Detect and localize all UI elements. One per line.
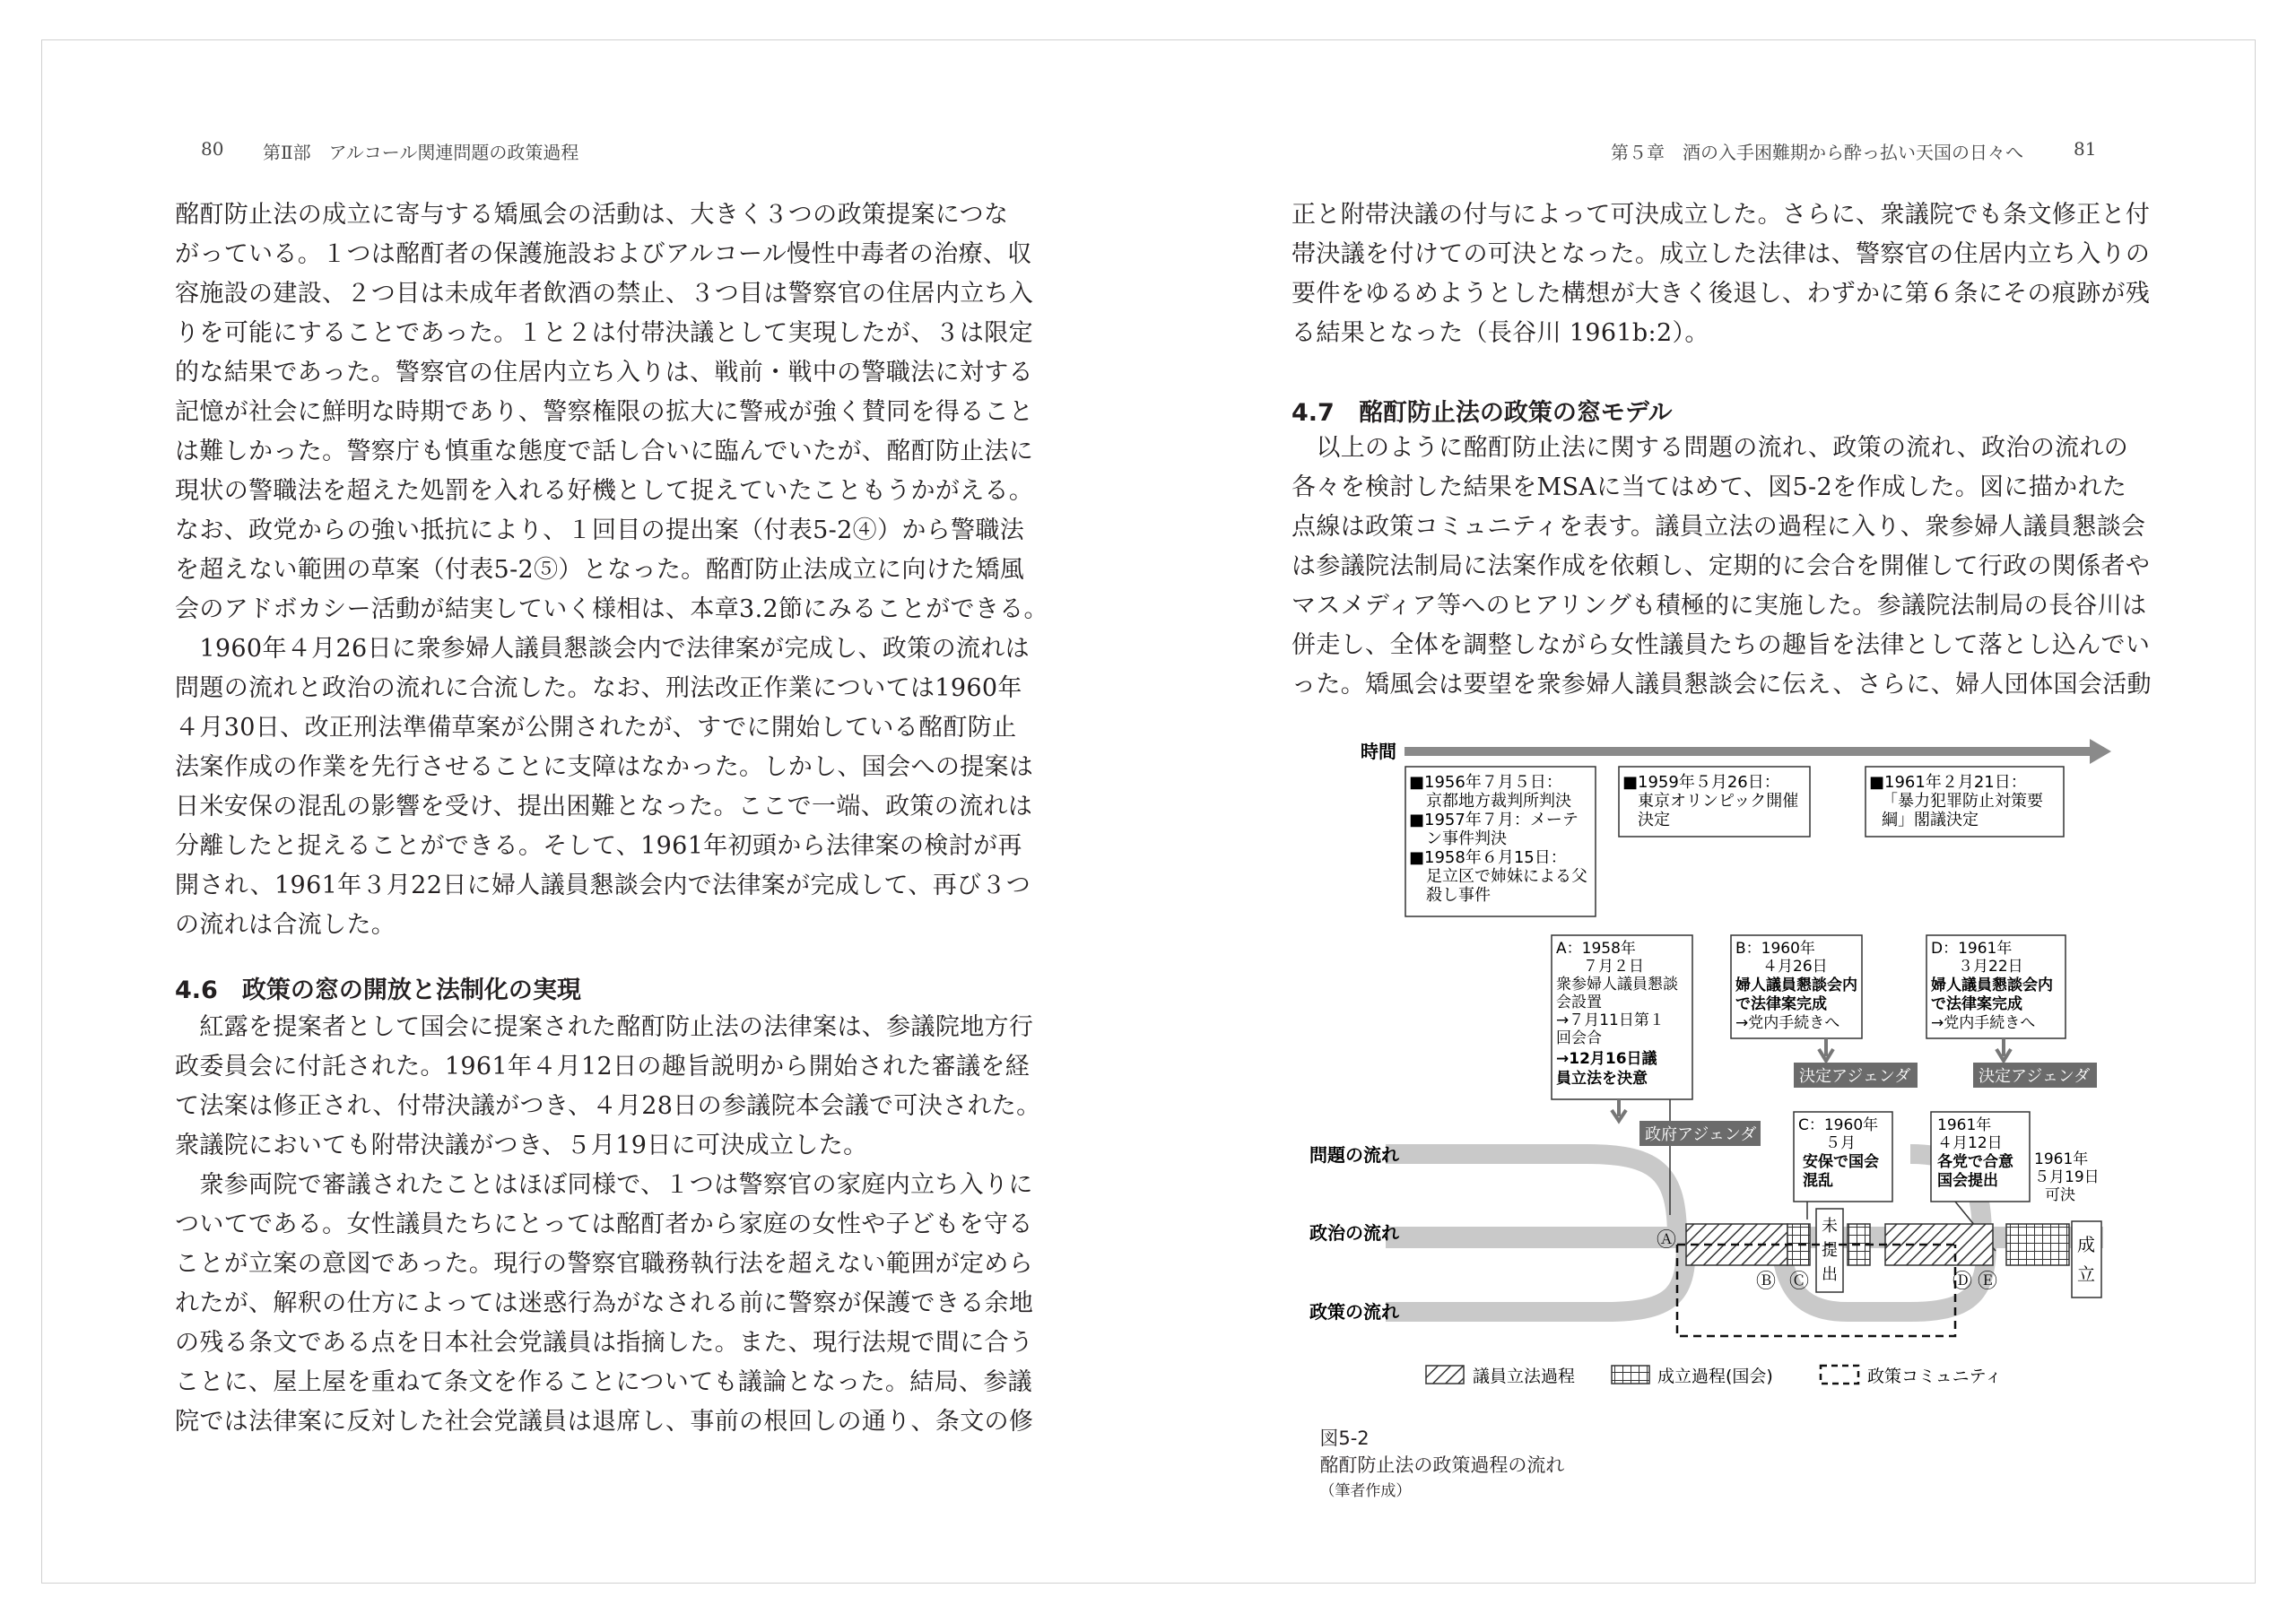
box-e-text: 各党で合意: [1937, 1153, 2013, 1171]
marker-d: Ⓓ: [1952, 1271, 1973, 1293]
text-line: なお、政党からの強い抵抗により、１回目の提出案（付表5-2④）から警職法: [175, 516, 1025, 544]
text-line: マスメディア等へのヒアリングも積極的に実施した。参議院法制局の長谷川は: [1292, 592, 2147, 620]
box-b-text: →党内手続きへ: [1735, 1014, 1840, 1032]
box-d-text: で法律案完成: [1931, 995, 2022, 1013]
text-line: 的な結果であった。警察官の住居内立ち入りは、戦前・戦中の警職法に対する: [175, 359, 1033, 386]
box-c-text: 安保で国会: [1803, 1153, 1879, 1171]
event-text: ■1957年７月：メーテ: [1409, 811, 1578, 829]
box-c-text: 混乱: [1803, 1172, 1833, 1190]
legend-label: 議員立法過程: [1473, 1367, 1576, 1386]
text-line: 帯決議を付けての可決となった。成立した法律は、警察官の住居内立ち入りの: [1292, 240, 2151, 268]
caption-number: 図5-2: [1319, 1428, 1370, 1449]
text-line: ４月30日、改正刑法準備草案が公開されたが、すでに開始している酩酊防止: [175, 714, 1017, 742]
text-line: ついてである。女性議員たちにとっては酩酊者から家庭の女性や子どもを守る: [175, 1211, 1033, 1238]
event-text: 足立区で姉妹による父: [1426, 867, 1587, 886]
legend-swatch-grid: [1612, 1366, 1649, 1384]
legend-label: 政策コミュニティ: [1867, 1367, 2003, 1386]
enacted-label: 立: [2077, 1263, 2095, 1285]
text-line: 以上のように酩酊防止法に関する問題の流れ、政策の流れ、政治の流れの: [1292, 434, 2129, 462]
text-line: ことに、屋上屋を重ねて条文を作ることについても議論となった。結局、参議: [175, 1368, 1033, 1396]
marker-e: Ⓔ: [1978, 1271, 1998, 1293]
text-line: 開され、1961年３月22日に婦人議員懇談会内で法律案が完成して、再び３つ: [175, 872, 1031, 899]
marker-c: Ⓒ: [1789, 1271, 1810, 1293]
text-line: 政委員会に付託された。1961年４月12日の趣旨説明から開始された審議を経: [175, 1053, 1031, 1081]
text-line: 正と附帯決議の付与によって可決成立した。さらに、衆議院でも条文修正と付: [1292, 201, 2151, 229]
box-e-text: 国会提出: [1937, 1172, 1998, 1190]
text-line: 会のアドボカシー活動が結実していく様相は、本章3.2節にみることができる。: [175, 595, 1048, 623]
box-a-text: →12月16日議: [1556, 1050, 1657, 1068]
text-line: を超えない範囲の草案（付表5-2⑤）となった。酩酊防止法成立に向けた矯風: [175, 556, 1025, 584]
event-text: ■1956年７月５日：: [1409, 773, 1562, 792]
text-line: 紅露を提案者として国会に提案された酩酊防止法の法律案は、参議院地方行: [175, 1013, 1034, 1041]
box-d-text: 婦人議員懇談会内: [1931, 976, 2053, 994]
caption-note: （筆者作成）: [1319, 1482, 1412, 1500]
text-line: 日米安保の混乱の影響を受け、提出困難となった。ここで一端、政策の流れは: [175, 793, 1033, 820]
enacted-label: 成: [2077, 1234, 2095, 1255]
not-submitted-label: 提: [1822, 1241, 1838, 1260]
section-heading-4-6: 4.6 政策の窓の開放と法制化の実現: [175, 976, 581, 1004]
legend-swatch-hatch: [1426, 1366, 1464, 1384]
time-arrow-bar: [1405, 747, 2092, 756]
agenda-decision-label: 決定アジェンダ: [1799, 1067, 1911, 1086]
text-line: れたが、解釈の仕方によっては迷惑行為がなされる前に警察が保護できる余地: [175, 1289, 1034, 1317]
box-a-text: 衆参婦人議員懇談: [1556, 976, 1678, 994]
agenda-gov-label: 政府アジェンダ: [1645, 1125, 1757, 1144]
box-d-text: D：1961年: [1931, 940, 2013, 958]
policy-stream-band: [1386, 1242, 1686, 1312]
final-date-text: 1961年: [2034, 1150, 2089, 1168]
figure-caption: [1308, 1402, 1564, 1500]
event-text: 殺し事件: [1426, 886, 1491, 905]
text-line: 分離したと捉えることができる。そして、1961年初頭から法律案の検討が再: [175, 832, 1022, 860]
event-text: 東京オリンピック開催: [1638, 792, 1799, 811]
text-line: ことが立案の意図であった。現行の警察官職務執行法を超えない範囲が定めら: [175, 1250, 1033, 1278]
event-text: 京都地方裁判所判決: [1426, 792, 1571, 811]
stream-label-politics: 政治の流れ: [1309, 1222, 1399, 1244]
text-line: 容施設の建設、２つ目は未成年者飲酒の禁止、３つ目は警察官の住居内立ち入: [175, 280, 1034, 308]
box-b-text: ４月26日: [1762, 958, 1828, 976]
text-line: 併走し、全体を調整しながら女性議員たちの趣旨を法律として落とし込んでい: [1292, 631, 2151, 659]
event-text: ■1961年２月21日：: [1869, 773, 2027, 792]
caption-title: 酩酊防止法の政策過程の流れ: [1319, 1454, 1565, 1476]
event-text: ■1958年６月15日：: [1409, 848, 1567, 867]
text-line: 各々を検討した結果をMSAに当てはめて、図5-2を作成した。図に描かれた: [1292, 473, 2127, 501]
event-text: ン事件判決: [1426, 829, 1507, 848]
final-date-text: ５月19日: [2034, 1168, 2100, 1186]
right-running-header: 第５章 酒の入手困難期から酔っ払い天国の日々へ: [1611, 142, 2023, 163]
text-line: 法案作成の作業を先行させることに支障はなかった。しかし、国会への提案は: [175, 753, 1034, 781]
box-a-text: A：1958年: [1556, 940, 1636, 958]
text-line: 現状の警職法を超えた処罰を入れる好機として捉えていたこともうかがえる。: [175, 477, 1034, 505]
time-arrow-head: [2090, 739, 2111, 764]
diet-process-bar-3: [2006, 1224, 2069, 1265]
box-a-text: →７月11日第１: [1556, 1011, 1665, 1029]
legend-swatch-dashed: [1821, 1366, 1858, 1384]
box-c-text: ５月: [1825, 1134, 1856, 1152]
event-text: 「暴力犯罪防止対策要: [1882, 792, 2043, 811]
agenda-decision-label: 決定アジェンダ: [1979, 1067, 2091, 1086]
text-line: の流れは合流した。: [175, 911, 396, 939]
box-b-text: で法律案完成: [1735, 995, 1827, 1013]
marker-b: Ⓑ: [1756, 1271, 1777, 1293]
arrow-down-icon: [1819, 1038, 1833, 1061]
time-label: 時間: [1361, 741, 1396, 762]
text-line: りを可能にすることであった。１と２は付帯決議として実現したが、３は限定: [175, 319, 1033, 347]
stream-label-policy: 政策の流れ: [1309, 1301, 1399, 1323]
section-heading-4-7: 4.7 酩酊防止法の政策の窓モデル: [1292, 399, 1673, 427]
enacted-box: [2072, 1221, 2101, 1298]
box-a-text: 回会合: [1556, 1029, 1602, 1047]
text-line: 要件をゆるめようとした構想が大きく後退し、わずかに第６条にその痕跡が残: [1292, 280, 2151, 308]
right-page-number: 81: [2074, 138, 2097, 160]
arrow-down-icon: [1612, 1099, 1626, 1121]
final-date-text: 可決: [2045, 1186, 2075, 1204]
box-b-text: 婦人議員懇談会内: [1735, 976, 1857, 994]
box-b-text: B：1960年: [1735, 940, 1815, 958]
event-text: 綱」閣議決定: [1882, 811, 1979, 829]
box-d-text: →党内手続きへ: [1931, 1014, 2036, 1032]
text-line: 問題の流れと政治の流れに合流した。なお、刑法改正作業については1960年: [175, 674, 1022, 702]
stream-label-problem: 問題の流れ: [1309, 1144, 1399, 1166]
text-line: 1960年４月26日に衆参婦人議員懇談会内で法律案が完成し、政策の流れは: [175, 635, 1031, 663]
event-text: 決定: [1638, 811, 1670, 829]
marker-a: Ⓐ: [1657, 1229, 1677, 1252]
text-line: 院では法律案に反対した社会党議員は退席し、事前の根回しの通り、条文の修: [175, 1408, 1034, 1436]
box-e-text: 1961年: [1937, 1116, 1992, 1134]
text-line: の残る条文である点を日本社会党議員は指摘した。また、現行法規で間に合う: [175, 1329, 1034, 1357]
box-c-text: C：1960年: [1798, 1116, 1879, 1134]
text-line: 点線は政策コミュニティを表す。議員立法の過程に入り、衆参婦人議員懇談会: [1292, 513, 2146, 541]
arrow-down-icon: [1996, 1038, 2011, 1061]
left-page-number: 80: [201, 138, 224, 160]
text-line: 酩酊防止法の成立に寄与する矯風会の活動は、大きく３つの政策提案につな: [175, 201, 1009, 229]
legend-label: 成立過程(国会): [1657, 1367, 1773, 1386]
text-line: 衆議院においても附帯決議がつき、５月19日に可決成立した。: [175, 1132, 868, 1159]
text-line: は参議院法制局に法案作成を依頼し、定期的に会合を開催して行政の関係者や: [1292, 552, 2151, 580]
box-a-text: ７月２日: [1583, 958, 1644, 976]
box-d-text: ３月22日: [1958, 958, 2023, 976]
text-line: て法案は修正され、付帯決議がつき、４月28日の参議院本会議で可決された。: [175, 1092, 1041, 1120]
text-line: がっている。１つは酩酊者の保護施設およびアルコール慢性中毒者の治療、収: [175, 240, 1032, 268]
event-text: ■1959年５月26日：: [1622, 773, 1780, 792]
text-line: る結果となった（長谷川 1961b:2）。: [1292, 319, 1709, 347]
text-line: 記憶が社会に鮮明な時期であり、警察権限の拡大に警戒が強く賛同を得ること: [175, 398, 1034, 426]
text-line: は難しかった。警察庁も慎重な態度で話し合いに臨んでいたが、酩酊防止法に: [175, 438, 1034, 465]
not-submitted-label: 出: [1822, 1265, 1838, 1284]
not-submitted-label: 未: [1822, 1217, 1838, 1236]
box-e-text: ４月12日: [1937, 1134, 2003, 1152]
text-line: った。矯風会は要望を衆参婦人議員懇談会に伝え、さらに、婦人団体国会活動: [1292, 671, 2152, 699]
left-running-header: 第Ⅱ部 アルコール関連問題の政策過程: [263, 142, 579, 163]
box-a-text: 会設置: [1556, 994, 1602, 1011]
box-a-text: 員立法を決意: [1556, 1070, 1648, 1088]
text-line: 衆参両院で審議されたことはほぼ同様で、１つは警察官の家庭内立ち入りに: [175, 1171, 1033, 1199]
problem-stream-band: [1386, 1154, 1677, 1237]
